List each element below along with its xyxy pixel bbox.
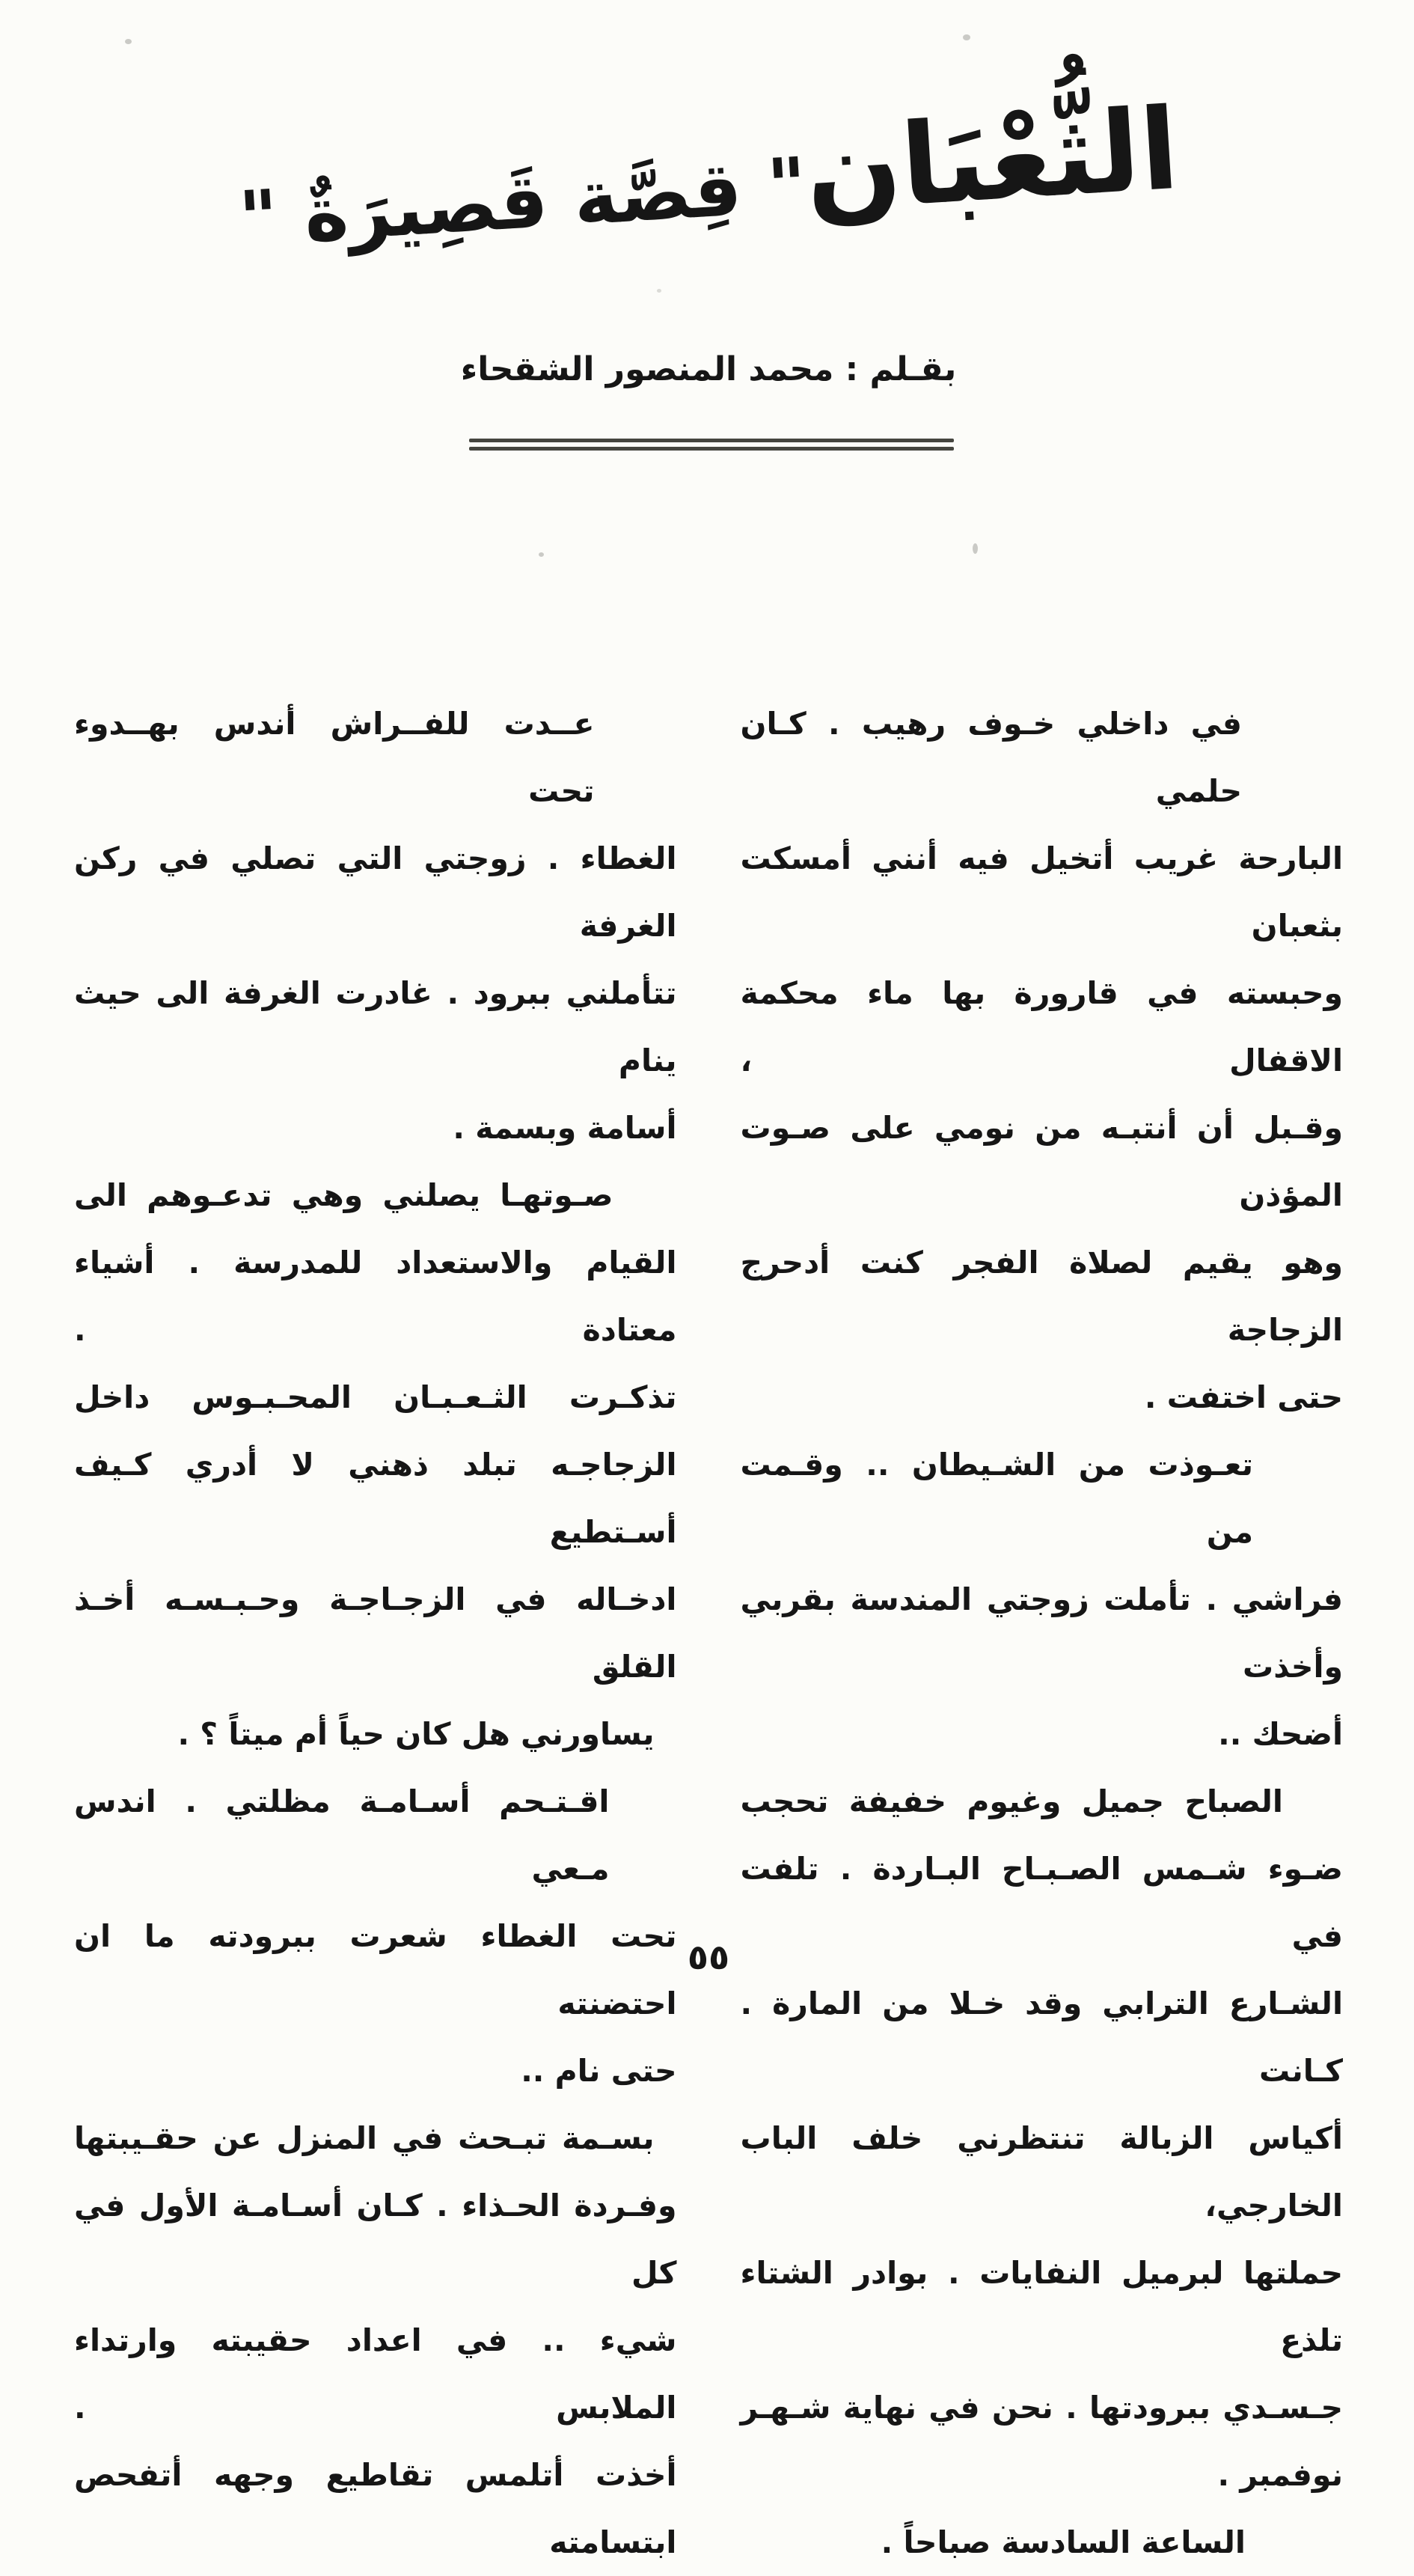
text-line: أضحك .. <box>1218 1716 1343 1752</box>
text-line: تعـوذت من الشـيطان .. وقـمت من <box>740 1447 1253 1550</box>
scan-speck <box>973 543 978 554</box>
scan-speck <box>963 34 970 40</box>
scan-speck <box>125 39 132 44</box>
text-line: وحبسته في قارورة بها ماء محكمة الاقفال ، <box>740 975 1343 1078</box>
text-line: في داخلي خـوف رهيب . كـان حلمي <box>740 706 1242 809</box>
page-number: ٥٥ <box>687 1937 730 1977</box>
text-line: أكياس الزبالة تنتظرني خلف الباب الخارجي، <box>740 2120 1343 2224</box>
scanned-page <box>3 0 1414 2560</box>
text-line: فراشي . تأملت زوجتي المندسة بقربي وأخذت <box>740 1581 1343 1685</box>
column-left <box>74 690 677 2576</box>
byline: بقـلم : محمد المنصور الشقحاء <box>460 350 957 388</box>
text-line: عــدت للفــراش أندس بهــدوء تحت <box>74 706 595 809</box>
scan-speck <box>657 289 661 293</box>
text-line: جـسـدي ببرودتها . نحن في نهاية شـهـر <box>740 2390 1343 2426</box>
text-line: بسـمة تبـحث في المنزل عن حقـيبتها <box>74 2120 655 2156</box>
text-line: نوفمبر . <box>1217 2457 1343 2493</box>
text-line: القيام والاستعداد للمدرسة . أشياء معتادة . <box>74 1245 677 1348</box>
rule-line <box>469 439 954 442</box>
text-line: حملتها لبرميل النفايات . بوادر الشتاء تلذع <box>740 2255 1343 2358</box>
text-line: أسامة وبسمة . <box>453 1110 677 1146</box>
text-line: حتى اختفت . <box>1144 1379 1343 1415</box>
story-title <box>0 70 1414 287</box>
text-line: تحت الغطاء شعرت ببرودته ما ان احتضنته <box>74 1918 677 2021</box>
text-line: صـوتهـا يصلني وهي تدعـوهم الى <box>74 1177 613 1213</box>
story-title-subtitle: " قِصَّة قَصِيرَةٌ " <box>236 141 809 263</box>
text-line: الصباح جميل وغيوم خفيفة تحجب <box>740 1783 1283 1819</box>
text-line: تتأملني ببرود . غادرت الغرفة الى حيث ينام <box>74 975 677 1078</box>
text-line: حتى نام .. <box>521 2053 677 2089</box>
text-line: ادخـاله في الزجـاجـة وحـبـسـه أخـذ القلق <box>74 1581 677 1685</box>
text-line: الزجاجـه تبلد ذهني لا أدري كـيف أسـتطيع <box>74 1447 677 1550</box>
text-line: ضـوء شـمس الصـبـاح البـاردة . تلفت في <box>740 1851 1343 1954</box>
text-line: شيء .. في اعداد حقيبته وارتداء الملابس . <box>74 2322 677 2426</box>
story-body <box>74 690 1343 2576</box>
text-line: وهو يقيم لصلاة الفجر كنت أدحرج الزجاجة <box>740 1245 1343 1348</box>
text-line: الشـارع الترابي وقد خـلا من المارة . كـانت <box>740 1986 1343 2089</box>
text-line: يساورني هل كان حياً أم ميتاً ؟ . <box>177 1716 655 1752</box>
text-line: وقـبل أن أنتبـه من نومي على صـوت المؤذن <box>740 1110 1343 1213</box>
column-right <box>741 690 1344 2576</box>
text-line: الساعة السادسة صباحاً . <box>881 2524 1246 2560</box>
byline-double-rule <box>469 439 954 455</box>
text-line: أخذت أتلمس تقاطيع وجهه أتفحص ابتسامته <box>74 2457 677 2560</box>
text-line: الغطاء . زوجتي التي تصلي في ركن الغرفة <box>74 840 677 944</box>
rule-line <box>469 447 954 451</box>
text-line: البارحة غريب أتخيل فيه أنني أمسكت بثعبان <box>740 840 1343 944</box>
text-line: تذكـرت الثـعـبـان المحـبـوس داخل <box>74 1379 677 1415</box>
text-line: وفـردة الحـذاء . كـان أسـامـة الأول في كل <box>74 2188 677 2291</box>
text-line: اقـتـحم أسـامـة مظلتي . اندس مـعي <box>74 1783 610 1887</box>
story-title-main: الثُّعْبَان <box>801 85 1183 238</box>
scan-speck <box>539 552 544 557</box>
